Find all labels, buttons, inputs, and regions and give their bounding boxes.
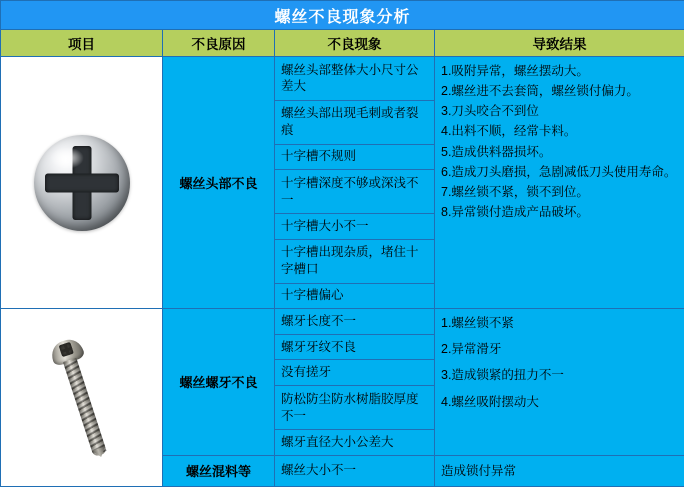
screw-head-sphere-icon [1,135,162,231]
highlight-gloss [50,147,84,169]
result-cell-thread-defect [435,309,684,455]
phenomenon-cell: 螺丝头部出现毛刺或者裂痕 [275,100,435,144]
header-row [1,30,684,57]
result-line: 3.造成锁紧的扭力不一 [441,368,564,383]
table-row [1,57,684,101]
phenomenon-cell: 十字槽出现杂质，堵住十字槽口 [275,239,435,283]
result-line: 4.螺丝吸附摆动大 [441,394,539,409]
result-cell-head-defect [435,57,684,309]
title-row [1,1,684,30]
phenomenon-cell: 十字槽不规则 [275,144,435,170]
phenomenon-cell: 防松防尘防水树脂胶厚度不一 [275,386,435,430]
column-header-phenomenon: 不良现象 [275,30,435,57]
phenomenon-cell: 没有搓牙 [275,360,435,386]
table-row [1,309,684,335]
phenomenon-cell: 螺牙长度不一 [275,309,435,335]
phenomenon-cell: 螺牙直径大小公差大 [275,429,435,455]
result-line: 2.异常滑牙 [441,342,502,357]
screw-side-view-icon [1,309,162,486]
result-line: 8.异常锁付造成产品破坏。 [441,204,589,219]
column-header-item: 项目 [1,30,163,57]
page-title: 螺丝不良现象分析 [1,1,684,30]
column-header-cause: 不良原因 [163,30,275,57]
cause-label-thread-defect: 螺丝螺牙不良 [163,309,275,455]
screw-side-image-cell [1,309,163,487]
phenomenon-cell: 十字槽大小不一 [275,214,435,240]
phenomenon-cell: 十字槽偏心 [275,283,435,309]
cross-slot-horizontal [45,173,119,192]
result-line: 1.螺丝锁不紧 [441,316,514,331]
screw-threads [63,359,106,455]
screw-head-image-cell [1,57,163,309]
result-line: 造成锁付异常 [441,463,517,478]
result-line: 1.吸附异常，螺丝摆动大。 [441,64,589,78]
column-header-result: 导致结果 [435,30,684,57]
cause-label-mixed-material: 螺丝混料等 [163,455,275,486]
result-line: 7.螺丝锁不紧，锁不到位。 [441,184,589,199]
phenomenon-cell: 螺丝大小不一 [275,455,435,486]
sphere-body [34,135,130,231]
cause-label-head-defect: 螺丝头部不良 [163,57,275,309]
result-line: 5.造成供料器损坏。 [441,144,552,159]
screw-body [47,335,116,460]
phenomenon-cell: 螺丝头部整体大小尺寸公差大 [275,57,435,101]
result-line: 6.造成刀头磨损，急剧减低刀头使用寿命。 [441,164,677,179]
result-line: 2.螺丝进不去套筒，螺丝锁付偏力。 [441,84,639,99]
phenomenon-cell: 螺牙牙纹不良 [275,334,435,360]
result-cell-mixed-material [435,455,684,486]
result-line: 3.刀头咬合不到位 [441,104,539,119]
result-line: 4.出料不顺，经常卡料。 [441,124,577,139]
phenomenon-cell: 十字槽深度不够或深浅不一 [275,170,435,214]
